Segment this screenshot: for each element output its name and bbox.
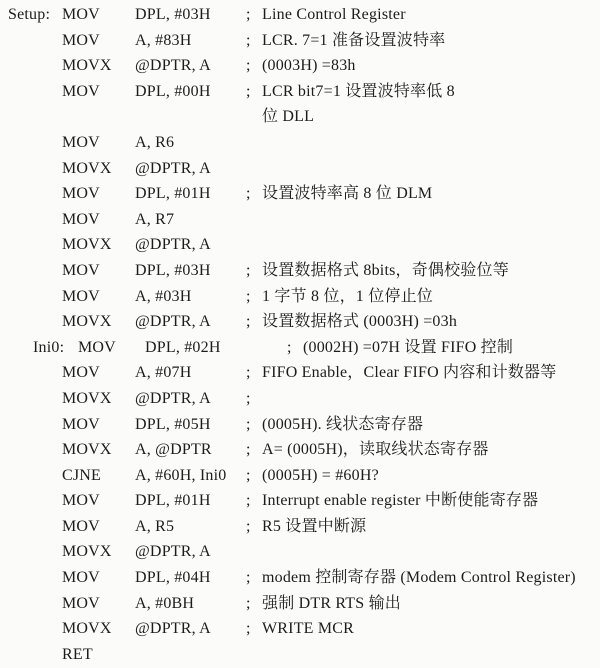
code-line <box>8 258 600 284</box>
asm-label <box>8 258 62 284</box>
asm-label <box>8 514 62 540</box>
comment-separator: ; <box>246 569 251 587</box>
code-line <box>8 437 600 463</box>
asm-operands: DPL, #05H <box>135 415 211 433</box>
asm-mnemonic <box>62 104 135 130</box>
code-line <box>8 412 600 438</box>
asm-mnemonic: MOV <box>62 6 100 23</box>
asm-label <box>8 104 62 130</box>
asm-label <box>8 130 62 156</box>
comment-separator: ; <box>246 31 251 49</box>
asm-label <box>8 463 62 489</box>
asm-comment: (0002H) =07H 设置 FIFO 控制 <box>303 338 514 356</box>
asm-label <box>8 309 62 335</box>
asm-operands: @DPTR, A <box>135 543 211 561</box>
comment-separator: ; <box>246 364 251 382</box>
asm-label: Ini0: <box>33 338 65 356</box>
asm-label: Setup: <box>8 6 51 23</box>
asm-operands: A, R7 <box>135 210 175 228</box>
comment-separator <box>246 207 262 233</box>
asm-mnemonic: MOVX <box>62 313 112 331</box>
code-line <box>8 284 600 310</box>
asm-operands: A, R5 <box>135 517 175 535</box>
code-line <box>8 207 600 233</box>
asm-mnemonic: MOVX <box>62 441 112 459</box>
asm-label <box>8 412 62 438</box>
asm-mnemonic: MOV <box>62 492 100 510</box>
comment-separator: ; <box>246 313 251 331</box>
asm-label <box>8 616 62 642</box>
asm-label <box>8 181 62 207</box>
comment-separator: ; <box>246 6 251 23</box>
code-line <box>8 539 600 565</box>
comment-separator: ; <box>246 620 251 638</box>
asm-comment <box>262 386 600 412</box>
asm-comment: (0005H) = #60H? <box>262 466 379 484</box>
comment-separator: ; <box>246 82 251 100</box>
asm-mnemonic: MOVX <box>62 236 112 254</box>
comment-separator: ; <box>246 441 251 459</box>
comment-separator: ; <box>246 57 251 75</box>
asm-mnemonic: MOVX <box>62 543 112 561</box>
asm-mnemonic: RET <box>62 645 93 663</box>
comment-separator: ; <box>246 287 251 305</box>
code-line <box>8 232 600 258</box>
asm-operands: @DPTR, A <box>135 620 211 638</box>
asm-operands: DPL, #03H <box>135 6 211 23</box>
asm-operands: A, #03H <box>135 287 192 305</box>
asm-operands: A, #0BH <box>135 594 195 612</box>
comment-separator <box>246 232 262 258</box>
asm-comment: 设置数据格式 8bits，奇偶校验位等 <box>262 261 509 279</box>
code-line <box>8 642 600 668</box>
asm-operands: @DPTR, A <box>135 159 211 177</box>
asm-comment: Line Control Register <box>262 6 406 23</box>
asm-comment: 设置波特率高 8 位 DLM <box>262 185 433 203</box>
comment-separator: ; <box>246 466 251 484</box>
asm-operands: DPL, #00H <box>135 82 211 100</box>
comment-separator: ; <box>246 415 251 433</box>
asm-comment: A= (0005H)，读取线状态寄存器 <box>262 441 489 459</box>
code-line <box>8 591 600 617</box>
asm-operands: DPL, #04H <box>135 569 211 587</box>
asm-operands: A, R6 <box>135 133 175 151</box>
asm-operands: A, #07H <box>135 364 192 382</box>
asm-mnemonic: MOV <box>62 517 100 535</box>
comment-separator: ; <box>246 389 251 407</box>
comment-separator <box>246 156 262 182</box>
asm-operands: @DPTR, A <box>135 57 211 75</box>
asm-label <box>8 386 62 412</box>
asm-operands: DPL, #03H <box>135 261 211 279</box>
asm-comment: 设置数据格式 (0003H) =03h <box>262 313 458 331</box>
asm-operands: DPL, #01H <box>135 185 211 203</box>
comment-separator: ; <box>287 338 292 356</box>
asm-label <box>8 53 62 79</box>
asm-comment <box>262 207 600 233</box>
asm-operands: A, @DPTR <box>135 441 212 459</box>
asm-mnemonic: MOVX <box>62 159 112 177</box>
asm-comment: LCR. 7=1 准备设置波特率 <box>262 31 446 49</box>
comment-separator <box>246 642 262 668</box>
asm-comment: 1 字节 8 位，1 位停止位 <box>262 287 434 305</box>
asm-comment <box>262 539 600 565</box>
asm-label <box>8 437 62 463</box>
code-line <box>8 2 600 28</box>
comment-separator: ; <box>246 261 251 279</box>
asm-mnemonic: MOV <box>62 569 100 587</box>
code-line <box>8 309 600 335</box>
asm-label <box>8 284 62 310</box>
asm-comment <box>262 156 600 182</box>
comment-separator: ; <box>246 185 251 203</box>
code-line <box>8 386 600 412</box>
asm-comment: (0003H) =83h <box>262 57 356 75</box>
asm-comment: WRITE MCR <box>262 620 355 638</box>
asm-label <box>8 488 62 514</box>
asm-label <box>8 207 62 233</box>
asm-mnemonic: MOVX <box>62 620 112 638</box>
asm-operands <box>135 104 246 130</box>
code-line <box>8 514 600 540</box>
code-line <box>8 360 600 386</box>
asm-comment: Interrupt enable register 中断使能寄存器 <box>262 492 539 510</box>
asm-operands <box>135 642 246 668</box>
asm-label <box>8 156 62 182</box>
asm-mnemonic: MOV <box>62 415 100 433</box>
code-line <box>8 488 600 514</box>
asm-label <box>8 591 62 617</box>
asm-label <box>8 539 62 565</box>
code-line <box>8 130 600 156</box>
asm-comment: R5 设置中断源 <box>262 517 367 535</box>
asm-mnemonic: MOV <box>78 338 116 356</box>
asm-mnemonic: MOV <box>62 31 100 49</box>
asm-operands: DPL, #02H <box>145 338 221 356</box>
asm-mnemonic: MOV <box>62 287 100 305</box>
asm-mnemonic: MOV <box>62 210 100 228</box>
asm-mnemonic: MOV <box>62 261 100 279</box>
comment-separator <box>246 130 262 156</box>
asm-label <box>8 232 62 258</box>
asm-label <box>8 565 62 591</box>
asm-operands: @DPTR, A <box>135 236 211 254</box>
asm-mnemonic: MOV <box>62 133 100 151</box>
asm-mnemonic: MOV <box>62 594 100 612</box>
asm-label <box>8 28 62 54</box>
code-line-continuation <box>8 104 600 130</box>
asm-mnemonic: CJNE <box>62 466 102 484</box>
code-line <box>8 565 600 591</box>
asm-comment: LCR bit7=1 设置波特率低 8 <box>262 82 455 100</box>
comment-separator: ; <box>246 492 251 510</box>
asm-comment: FIFO Enable，Clear FIFO 内容和计数器等 <box>262 364 557 382</box>
comment-separator: ; <box>246 517 251 535</box>
comment-separator <box>246 539 262 565</box>
code-line <box>8 28 600 54</box>
asm-comment: 位 DLL <box>262 108 315 126</box>
asm-comment <box>262 642 600 668</box>
comment-separator: ; <box>246 594 251 612</box>
code-line <box>8 463 600 489</box>
code-line <box>8 181 600 207</box>
asm-comment <box>262 232 600 258</box>
asm-label <box>8 642 62 668</box>
asm-comment <box>262 130 600 156</box>
asm-label <box>8 360 62 386</box>
asm-mnemonic: MOV <box>62 82 100 100</box>
asm-comment: 强制 DTR RTS 输出 <box>262 594 401 612</box>
asm-operands: DPL, #01H <box>135 492 211 510</box>
code-line <box>8 79 600 105</box>
asm-mnemonic: MOVX <box>62 57 112 75</box>
asm-mnemonic: MOV <box>62 185 100 203</box>
asm-operands: @DPTR, A <box>135 389 211 407</box>
asm-mnemonic: MOV <box>62 364 100 382</box>
asm-comment: (0005H). 线状态寄存器 <box>262 415 424 433</box>
asm-operands: A, #83H <box>135 31 192 49</box>
asm-operands: A, #60H, Ini0 <box>135 466 227 484</box>
code-line <box>8 156 600 182</box>
code-line <box>8 616 600 642</box>
code-line <box>8 53 600 79</box>
asm-comment: modem 控制寄存器 (Modem Control Register) <box>262 569 576 587</box>
asm-label <box>8 79 62 105</box>
code-line-ini0 <box>8 335 600 361</box>
comment-separator <box>246 104 262 130</box>
asm-mnemonic: MOVX <box>62 389 112 407</box>
asm-operands: @DPTR, A <box>135 313 211 331</box>
